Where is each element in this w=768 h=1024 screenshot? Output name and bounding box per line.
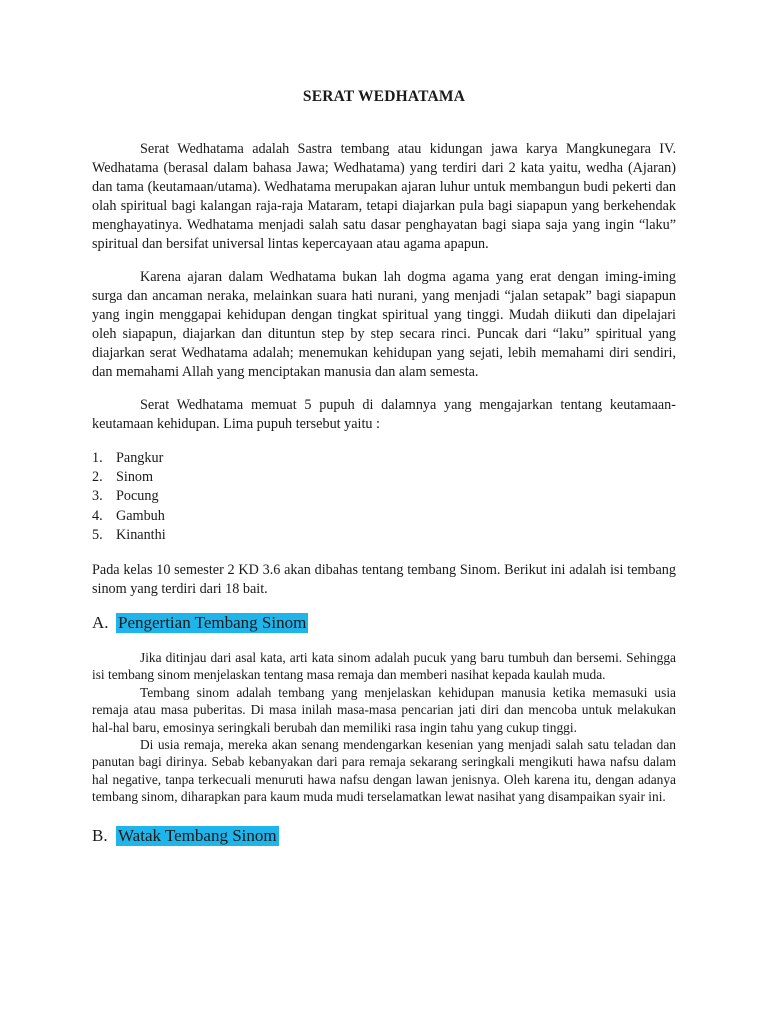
intro-paragraph-3: Serat Wedhatama memuat 5 pupuh di dalamnya yang mengajarkan tentang keutamaan-keutamaan kehidupan. Lima pupuh tersebut yaitu : [92,397,676,432]
list-item [92,526,676,545]
section-a-paragraph-3: Di usia remaja, mereka akan senang mendengarkan kesenian yang menjadi salah satu teladan dan panutan bagi dirinya. Sebab kebanyakan dari para remaja sekarang seringkali mengikuti hawa nafsu dalam hal negative, tanpa terkecuali menuruti hawa nafsu dengan lawan jenisnya. Oleh karena itu, dengan adanya tembang sinom, diharapkan para kaum muda mudi terselamatkan lewat nasihat yang disampaikan syair ini. [92,737,676,805]
list-number: 1. [92,450,103,466]
section-b-title-highlight: Watak Tembang Sinom [118,825,277,845]
class-note-paragraph: Pada kelas 10 semester 2 KD 3.6 akan dibahas tentang tembang Sinom. Berikut ini adalah isi tembang sinom yang terdiri dari 18 bait. [92,562,676,598]
section-b-letter: B. [92,825,108,845]
section-a-paragraph-2: Tembang sinom adalah tembang yang menjelaskan kehidupan manusia ketika memasuki usia remaja atau masa puberitas. Di masa inilah masa-masa pencarian jati diri dan mencoba untuk melakukan hal-hal baru, emosinya seringkali berubah dan memiliki rasa ingin tahu yang cukup tinggi. [92,684,676,735]
section-b-heading [92,826,676,846]
list-label: Pangkur [116,450,164,466]
list-item [92,468,676,487]
intro-paragraph-2: Karena ajaran dalam Wedhatama bukan lah dogma agama yang erat dengan iming-iming surga dan ancaman neraka, melainkan suara hati nurani, yang menjadi “jalan setapak” bagi siapapun yang ingin menggapai kehidupan dengan tingkat spiritual yang tinggi. Mudah diikuti dan dipelajari oleh siapapun, diajarkan dan dituntun step by step secara rinci. Puncak dari “laku” spiritual yang diajarkan serat Wedhatama adalah; menemukan kehidupan yang sejati, lebih memahami diri sendiri, dan memahami Allah yang menciptakan manusia dan alam semesta. [92,269,676,380]
list-label: Kinanthi [116,526,166,543]
section-a-title-highlight: Pengertian Tembang Sinom [118,613,307,633]
section-a-heading [92,613,676,633]
intro-paragraph-1: Serat Wedhatama adalah Sastra tembang atau kidungan jawa karya Mangkunegara IV. Wedhatama (berasal dalam bahasa Jawa; Wedhatama) yang terdiri dari 2 kata yaitu, wedha (Ajaran) dan tama (keutamaan/utama). Wedhatama merupakan ajaran luhur untuk membangun budi pekerti dan olah spiritual bagi kalangan raja-raja Mataram, tetapi diajarkan pula bagi siapapun yang berkehendak menghayatinya. Wedhatama menjadi salah satu dasar penghayatan bagi siapa saja yang ingin “laku” spiritual dan bersifat universal lintas kepercayaan atau agama apapun. [92,141,676,252]
list-item [92,487,676,506]
list-item [92,507,676,526]
list-number: 2. [92,469,103,486]
pupuh-list [92,449,676,545]
list-number: 4. [92,507,103,524]
list-number: 3. [92,488,103,505]
document-title: SERAT WEDHATAMA [302,88,466,105]
list-label: Gambuh [116,507,165,524]
section-a-letter: A. [92,613,109,633]
list-item [92,449,676,468]
section-a-paragraph-1: Jika ditinjau dari asal kata, arti kata sinom adalah pucuk yang baru tumbuh dan bersemi. Sehingga isi tembang sinom menjelaskan tentang masa remaja dan memberi nasihat kepada kaulah muda. [92,650,676,683]
list-number: 5. [92,526,103,543]
list-label: Pocung [116,488,159,505]
list-label: Sinom [116,469,154,486]
